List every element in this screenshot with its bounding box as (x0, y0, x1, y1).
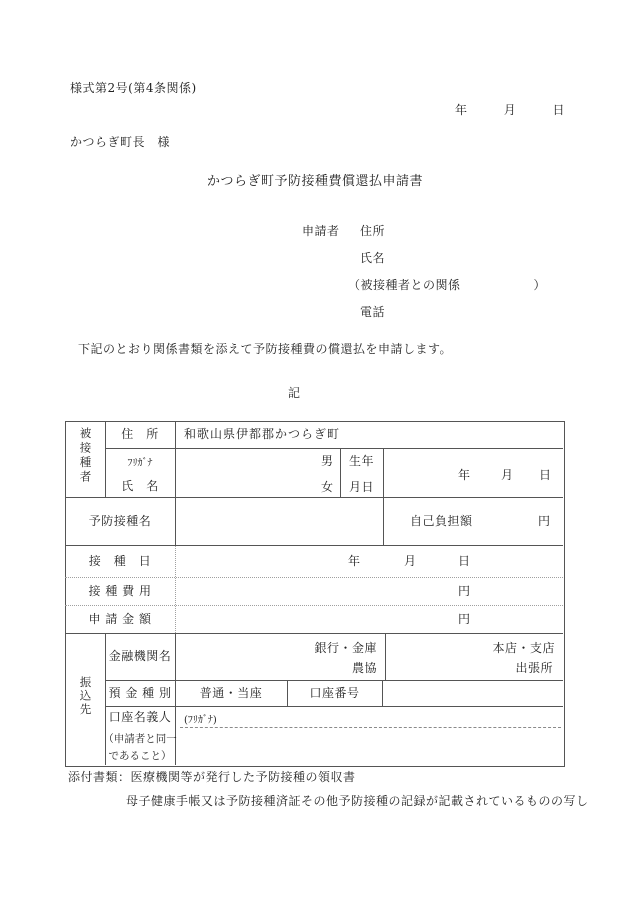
birthdate-month: 月 (501, 468, 514, 482)
vaccinee-name-label: 氏 名 (121, 479, 159, 493)
claim-amount-unit: 円 (458, 612, 471, 626)
vaccinee-furigana-label: ﾌﾘｶﾞﾅ (127, 458, 153, 469)
vaccinee-group-label: 被接種者 (78, 427, 93, 485)
copay-label: 自己負担額 (410, 514, 473, 528)
account-holder-note-line2: であること） (108, 750, 172, 762)
vaccination-date-month: 月 (404, 554, 417, 568)
vaccination-date-label: 接 種 日 (88, 554, 152, 568)
applicant-name-label: 氏名 (360, 251, 386, 265)
applicant-relation-label: （被接種者との関係 (348, 278, 461, 292)
header-date-day: 日 (552, 103, 565, 117)
transfer-group-label: 振込先 (78, 676, 93, 717)
attachment-note-line1: 添付書類：医療機関等が発行した予防接種の領収書 (68, 770, 356, 784)
sex-male-option: 男 (321, 454, 334, 468)
table-line (383, 448, 384, 497)
header-date-year: 年 (455, 103, 468, 117)
header-date-month: 月 (503, 103, 517, 117)
institution-name-label: 金融機関名 (108, 649, 172, 663)
vaccine-name-label: 予防接種名 (88, 514, 152, 528)
branch-type-line1: 本店・支店 (492, 641, 555, 655)
applicant-relation-close: ） (533, 278, 546, 292)
vaccination-cost-unit: 円 (458, 584, 471, 598)
form-number: 様式第2号(第4条関係) (70, 81, 197, 95)
page-title: かつらぎ町予防接種費償還払申請書 (206, 174, 423, 189)
table-line (175, 421, 176, 545)
deposit-type-options: 普通・当座 (199, 686, 263, 700)
vaccination-date-year: 年 (348, 554, 361, 568)
branch-type-line2: 出張所 (515, 661, 553, 675)
institution-type-line2: 農協 (351, 661, 377, 675)
birthdate-label-line1: 生年 (348, 454, 374, 468)
applicant-address-label: 住所 (360, 224, 386, 238)
vaccination-date-day: 日 (458, 554, 471, 568)
birthdate-day: 日 (539, 468, 552, 482)
birthdate-label-line2: 月日 (348, 480, 374, 494)
applicant-phone-label: 電話 (360, 305, 386, 319)
sex-female-option: 女 (321, 480, 334, 494)
record-heading: 記 (288, 386, 301, 400)
body-statement: 下記のとおり関係書類を添えて予防接種費の償還払を申請します。 (78, 342, 453, 356)
copay-unit: 円 (538, 514, 551, 528)
birthdate-year: 年 (458, 468, 471, 482)
attachment-note-line2: 母子健康手帳又は予防接種済証その他予防接種の記録が記載されているものの写し (126, 794, 589, 808)
applicant-relation-line (348, 277, 546, 293)
vaccination-cost-label: 接 種 費 用 (88, 584, 152, 598)
header-date-line (455, 102, 565, 118)
applicant-label: 申請者 (302, 224, 340, 238)
table-line (382, 680, 383, 706)
account-holder-label: 口座名義人 (108, 710, 172, 724)
furigana-separator-line (180, 727, 561, 728)
institution-type-line1: 銀行・金庫 (314, 641, 377, 655)
table-line (105, 448, 563, 449)
account-holder-furigana-label: (ﾌﾘｶﾞﾅ) (184, 715, 217, 726)
vaccinee-address-value: 和歌山県伊都郡かつらぎ町 (184, 427, 341, 441)
account-number-label: 口座番号 (309, 686, 360, 700)
deposit-type-label: 預 金 種 別 (108, 686, 172, 700)
table-line (383, 497, 384, 545)
account-holder-note-line1: （申請者と同一 (103, 733, 177, 745)
addressee: かつらぎ町長 様 (70, 135, 171, 149)
table-line (105, 706, 563, 707)
claim-amount-label: 申 請 金 額 (88, 612, 152, 626)
table-line (175, 545, 176, 633)
vaccinee-address-label: 住 所 (121, 427, 159, 441)
